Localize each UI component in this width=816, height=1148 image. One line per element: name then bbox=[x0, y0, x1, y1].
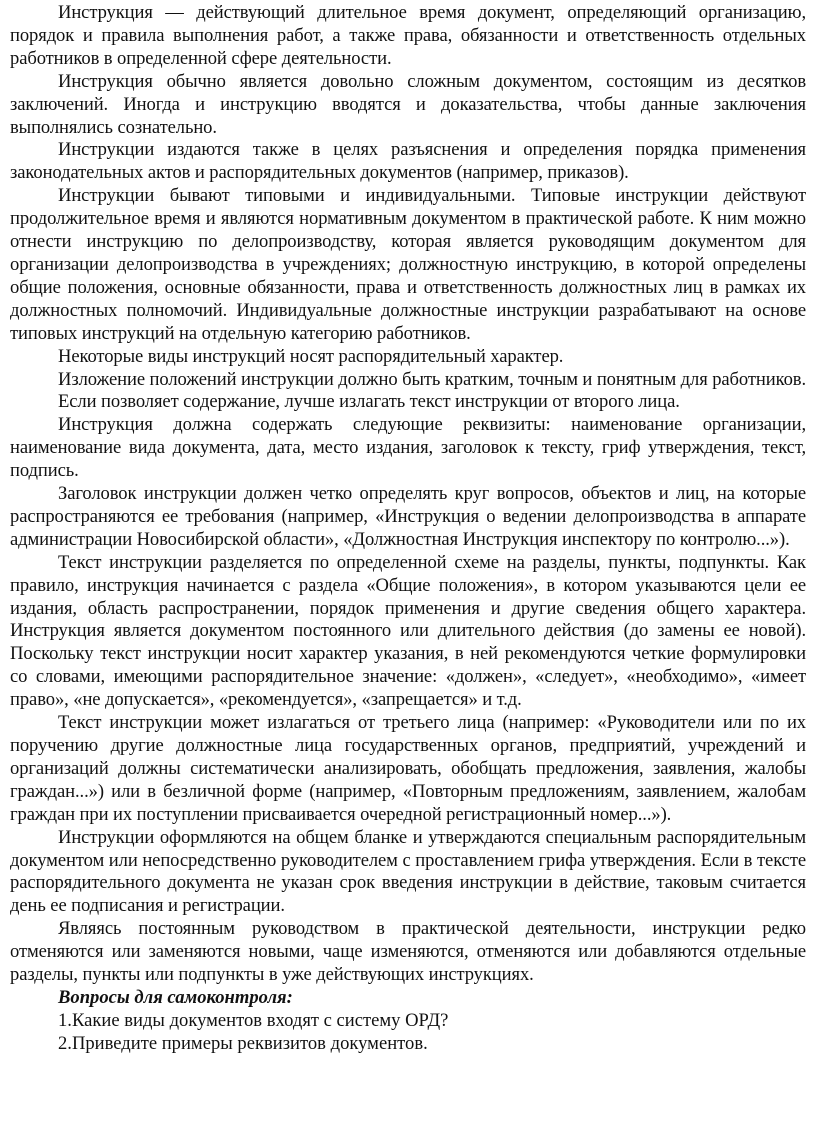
paragraph-definition: Инструкция — действующий длительное время документ, определяющий организацию, порядок и правила выполнения работ, а также права, обязанности и ответственность отдельных работников в определенной сфере деятельности. bbox=[10, 2, 806, 69]
paragraph-formatting: Инструкции оформляются на общем бланке и утверждаются специальным распорядительным документом или непосредственно руководителем с проставлением грифа утверждения. Если в тексте распорядительного документа не указан срок введения инструкции в действие, таковым считается день ее подписания и регистрации. bbox=[10, 826, 806, 917]
paragraph-style: Изложение положений инструкции должно быть кратким, точным и понятным для работников. bbox=[58, 368, 806, 390]
paragraph-requisites: Инструкция должна содержать следующие реквизиты: наименование организации, наименование вида документа, дата, место издания, заголовок к тексту, гриф утверждения, текст, подпись. bbox=[10, 414, 806, 482]
paragraph-purpose: Инструкции издаются также в целях разъяснения и определения порядка применения законодательных актов и распорядительных документов (например, приказов). bbox=[10, 139, 806, 184]
paragraph-complexity: Инструкция обычно является довольно сложным документом, состоящим из десятков заключений. Иногда и инструкцию вводятся и доказательства, чтобы данные заключения выполнялись сознательно. bbox=[10, 70, 806, 138]
paragraph-third-person: Текст инструкции может излагаться от третьего лица (например: «Руководители или по их поручению другие должностные лица государственных органов, предприятий, учреждений и организаций должны систематически анализировать, обобщать предложения, заявления, жалобы граждан...») или в безличной форме (например, «Повторным предложениям, заявлением, жалобам граждан при их поступлении присваивается очередной регистрационный номер...»). bbox=[10, 712, 806, 825]
self-check-question: 1.Какие виды документов входят с систему ОРД? bbox=[58, 1009, 449, 1031]
paragraph-title-rules: Заголовок инструкции должен четко определять круг вопросов, объектов и лиц, на которые распространяются ее требования (например, «Инструкция о ведении делопроизводства в аппарате администрации Новосибирской области», «Должностная Инструкция инспектору по контролю...»). bbox=[10, 483, 806, 550]
paragraph-structure: Текст инструкции разделяется по определенной схеме на разделы, пункты, подпункты. Как правило, инструкция начинается с раздела «Общие положения», в котором указываются цели ее издания, область распространении, порядок применения и другие сведения общего характера. Инструкция является документом постоянного или длительного действия (до замены ее новой). Поскольку текст инструкции носит характер указания, в ней рекомендуются четкие формулировки со словами, имеющими распорядительное значение: «должен», «следует», «необходимо», «имеет право», «не допускается», «рекомендуется», «запрещается» и т.д. bbox=[10, 551, 806, 711]
self-check-question: 2.Приведите примеры реквизитов документов. bbox=[58, 1032, 428, 1054]
paragraph-directive: Некоторые виды инструкций носят распорядительный характер. bbox=[58, 345, 564, 367]
paragraph-types: Инструкции бывают типовыми и индивидуальными. Типовые инструкции действуют продолжительное время и являются нормативным документом в практической работе. К ним можно отнести инструкцию по делопроизводству, которая является руководящим документом для организации делопроизводства в учреждениях; должностную инструкцию, в которой определены общие положения, основные обязанности, права и ответственность должностных лиц в рамках их должностных полномочий. Индивидуальные должностные инструкции разрабатывают на основе типовых инструкций на отдельную категорию работников. bbox=[10, 185, 806, 344]
paragraph-changes: Являясь постоянным руководством в практической деятельности, инструкции редко отменяются или заменяются новыми, чаще изменяются, отменяются или добавляются отдельные разделы, пункты или подпункты в уже действующих инструкциях. bbox=[10, 918, 806, 986]
paragraph-person: Если позволяет содержание, лучше излагать текст инструкции от второго лица. bbox=[58, 391, 680, 413]
self-check-heading: Вопросы для самоконтроля: bbox=[58, 986, 293, 1008]
